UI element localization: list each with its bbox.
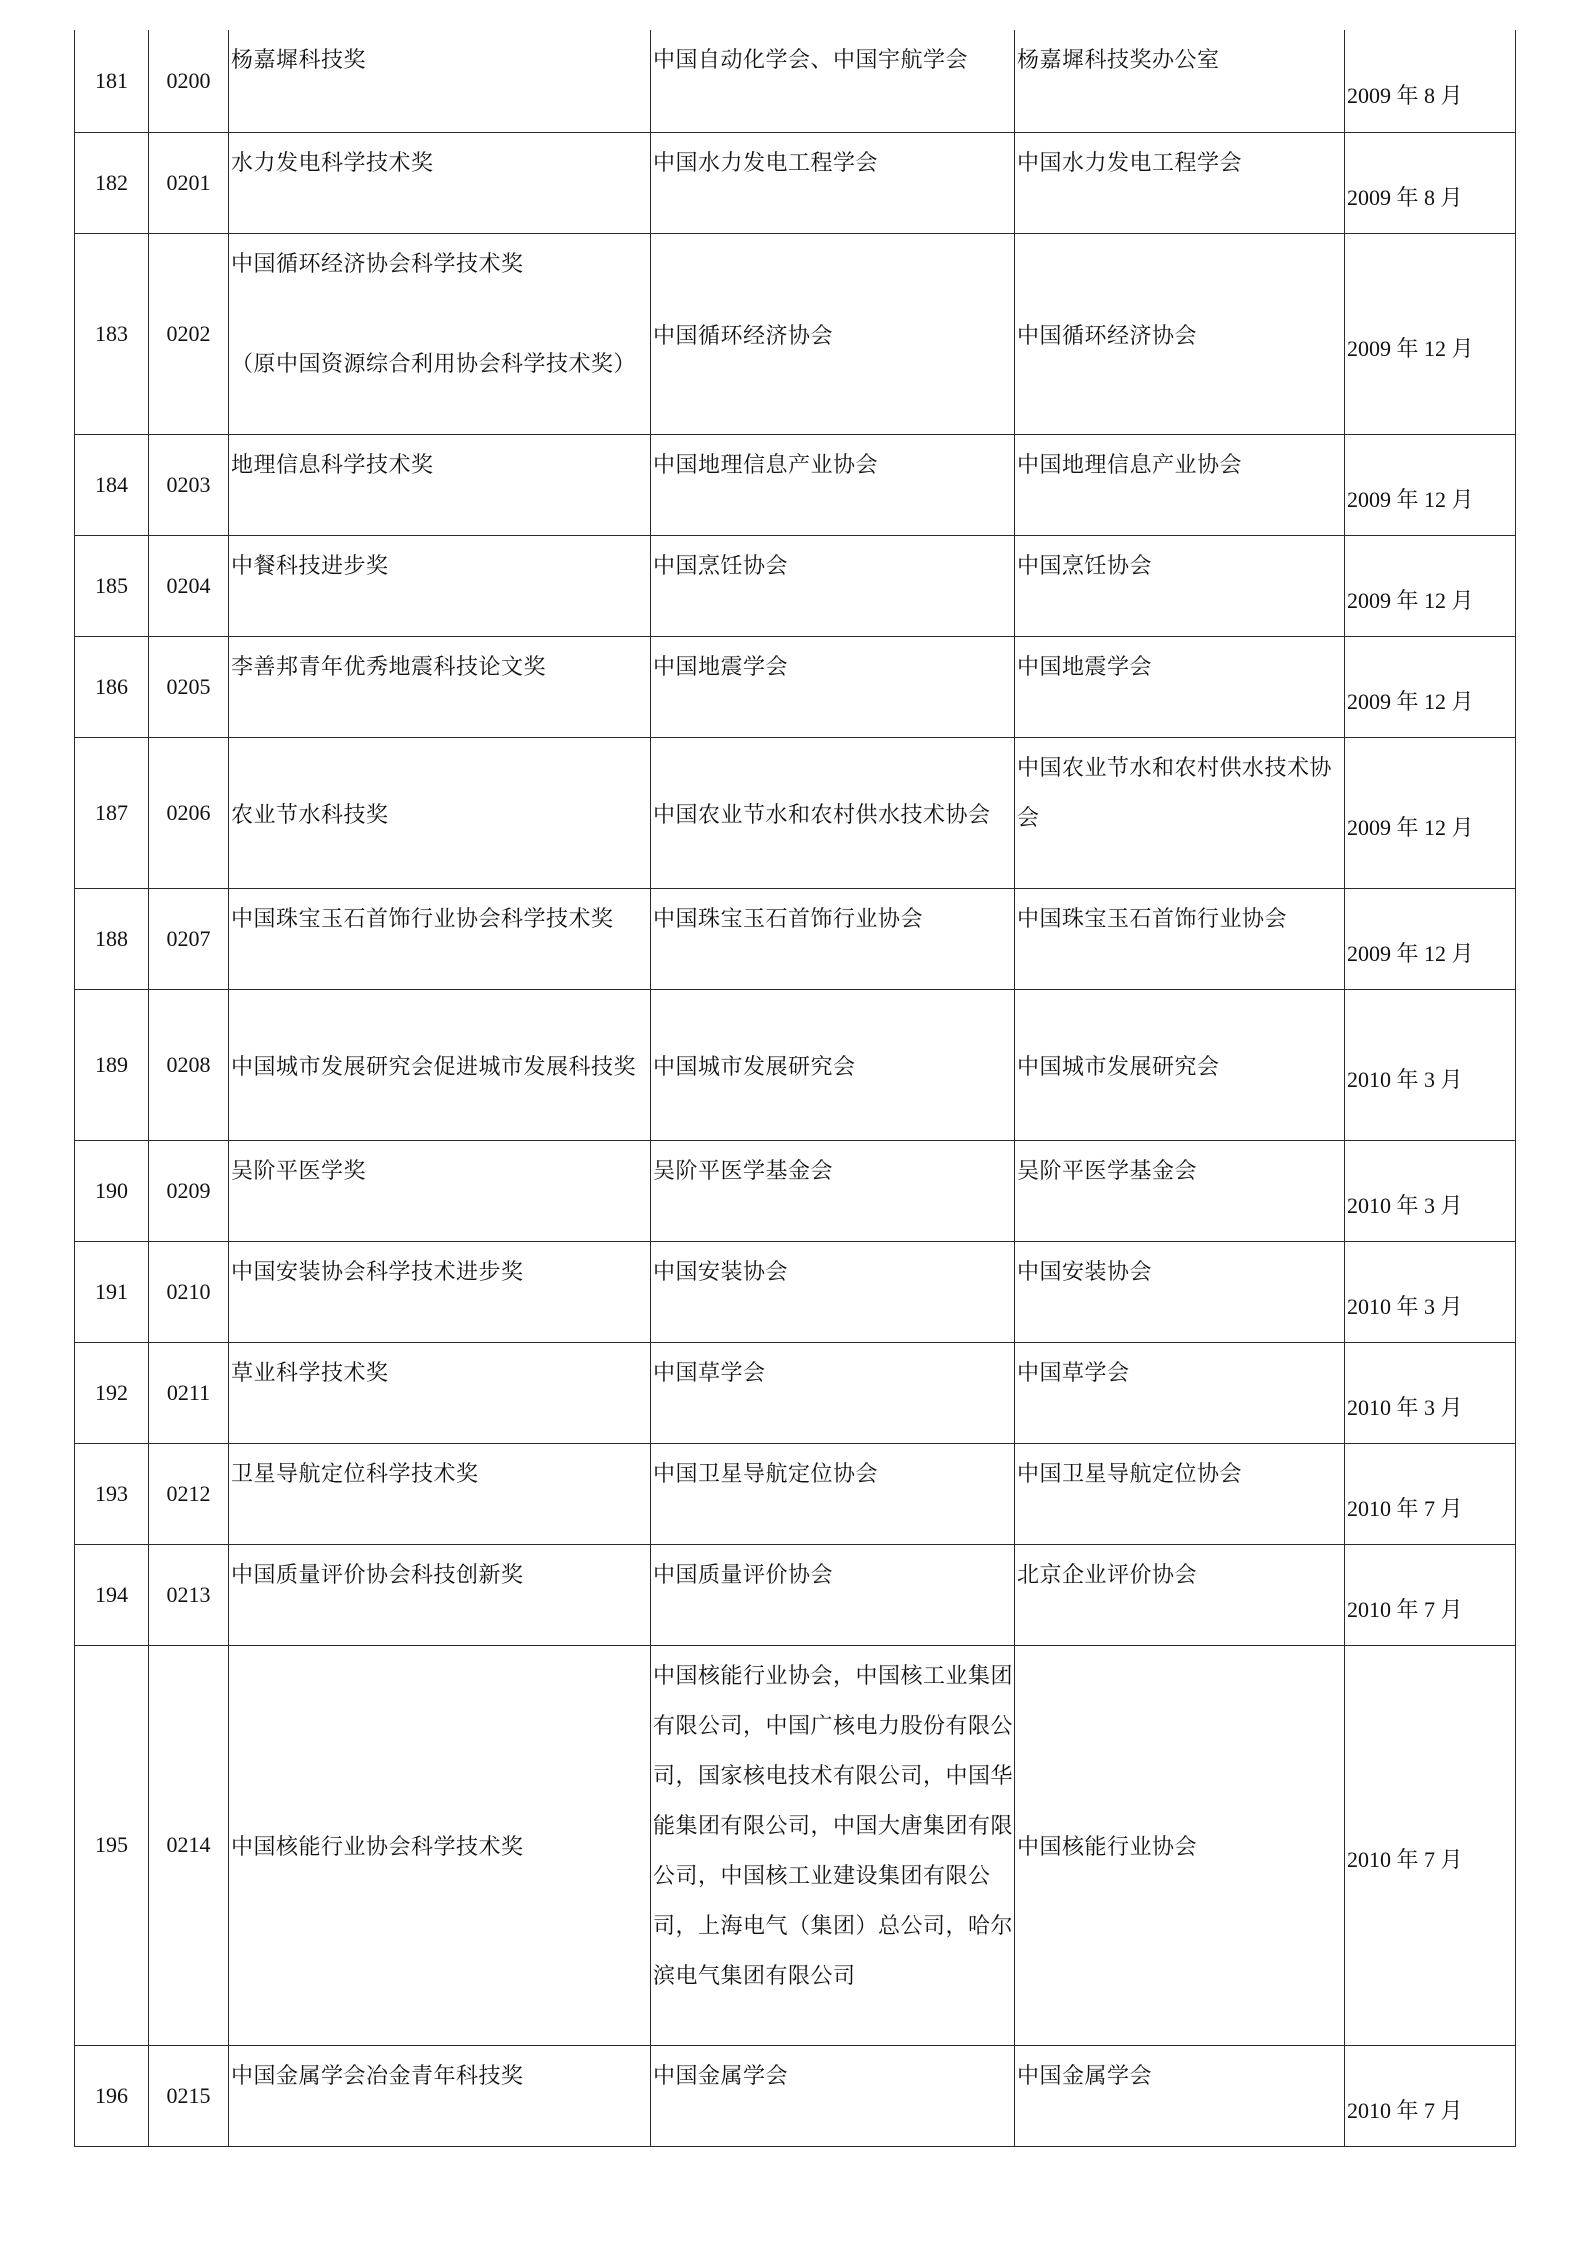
organizer: 中国水力发电工程学会 xyxy=(653,150,879,176)
table-row xyxy=(75,1443,1516,1544)
award-code: 0203 xyxy=(166,471,211,497)
organizer-cell xyxy=(651,989,1015,1140)
award-name-cell xyxy=(229,535,651,636)
approval-date-cell xyxy=(1345,233,1516,434)
organizer-cell xyxy=(651,1342,1015,1443)
award-name: 杨嘉墀科技奖 xyxy=(231,48,367,73)
table-row xyxy=(75,434,1516,535)
approval-date: 2010 年 7 月 xyxy=(1347,1596,1463,1622)
row-index-cell xyxy=(75,1645,149,2045)
award-code-cell xyxy=(149,1241,229,1342)
office-cell xyxy=(1015,1645,1345,2045)
row-index: 186 xyxy=(95,673,128,699)
organizer-cell xyxy=(651,1241,1015,1342)
approval-date: 2009 年 8 月 xyxy=(1347,184,1463,210)
organizer: 中国地震学会 xyxy=(653,654,789,680)
award-code: 0200 xyxy=(166,67,211,93)
award-code-cell xyxy=(149,132,229,233)
organizer-cell xyxy=(651,888,1015,989)
approval-date: 2009 年 12 月 xyxy=(1347,940,1474,966)
award-code-cell xyxy=(149,434,229,535)
organizer-cell xyxy=(651,1140,1015,1241)
award-code-cell xyxy=(149,2045,229,2146)
award-office: 北京企业评价协会 xyxy=(1017,1562,1198,1588)
organizer: 中国安装协会 xyxy=(653,1259,789,1285)
award-code: 0211 xyxy=(166,1379,211,1405)
approval-date-cell xyxy=(1345,132,1516,233)
award-name-cell xyxy=(229,636,651,737)
office-cell xyxy=(1015,888,1345,989)
award-code: 0213 xyxy=(166,1581,211,1607)
award-code-cell xyxy=(149,1645,229,2045)
award-code-cell xyxy=(149,636,229,737)
table-row xyxy=(75,1241,1516,1342)
award-office: 中国草学会 xyxy=(1017,1360,1130,1386)
award-code-cell xyxy=(149,535,229,636)
award-code: 0212 xyxy=(166,1480,211,1506)
table-row xyxy=(75,636,1516,737)
award-name-cell xyxy=(229,30,651,132)
award-name-cell xyxy=(229,989,651,1140)
award-name: 李善邦青年优秀地震科技论文奖 xyxy=(231,654,547,680)
award-name-cell xyxy=(229,1645,651,2045)
award-name-cell xyxy=(229,1241,651,1342)
award-code: 0214 xyxy=(166,1832,211,1857)
row-index: 182 xyxy=(95,169,128,195)
award-code: 0207 xyxy=(166,925,211,951)
office-cell xyxy=(1015,233,1345,434)
award-office: 杨嘉墀科技奖办公室 xyxy=(1017,48,1220,73)
row-index-cell xyxy=(75,132,149,233)
award-code: 0208 xyxy=(166,1051,211,1077)
organizer: 中国卫星导航定位协会 xyxy=(653,1461,879,1487)
approval-date: 2009 年 12 月 xyxy=(1347,335,1474,361)
organizer-cell xyxy=(651,737,1015,888)
organizer: 中国城市发展研究会 xyxy=(653,1054,856,1080)
spacer xyxy=(231,290,650,340)
row-index-cell xyxy=(75,1241,149,1342)
row-index-cell xyxy=(75,989,149,1140)
approval-date: 2010 年 3 月 xyxy=(1347,1066,1463,1092)
row-index-cell xyxy=(75,535,149,636)
organizer: 中国珠宝玉石首饰行业协会 xyxy=(653,906,924,932)
organizer-cell xyxy=(651,636,1015,737)
office-cell xyxy=(1015,1342,1345,1443)
office-cell xyxy=(1015,1140,1345,1241)
approval-date-cell xyxy=(1345,989,1516,1140)
approval-date-cell xyxy=(1345,2045,1516,2146)
organizer: 中国循环经济协会 xyxy=(653,323,834,349)
award-name-note: （原中国资源综合利用协会科学技术奖） xyxy=(231,351,637,377)
row-index: 190 xyxy=(95,1177,128,1203)
organizer: 吴阶平医学基金会 xyxy=(653,1158,834,1184)
award-office: 中国地理信息产业协会 xyxy=(1017,452,1243,478)
row-index: 195 xyxy=(95,1832,128,1857)
office-cell xyxy=(1015,737,1345,888)
row-index: 187 xyxy=(95,799,128,825)
table-row xyxy=(75,1140,1516,1241)
organizer: 中国农业节水和农村供水技术协会 xyxy=(653,802,991,828)
row-index-cell xyxy=(75,636,149,737)
row-index-cell xyxy=(75,1443,149,1544)
approval-date-cell xyxy=(1345,535,1516,636)
approval-date-cell xyxy=(1345,1443,1516,1544)
award-code-cell xyxy=(149,888,229,989)
award-name-cell xyxy=(229,233,651,434)
row-index-cell xyxy=(75,233,149,434)
organizer: 中国质量评价协会 xyxy=(653,1562,834,1588)
row-index-cell xyxy=(75,2045,149,2146)
award-name: 吴阶平医学奖 xyxy=(231,1158,367,1184)
approval-date-cell xyxy=(1345,30,1516,132)
award-name: 中国安装协会科学技术进步奖 xyxy=(231,1259,524,1285)
organizer-cell xyxy=(651,132,1015,233)
award-code-cell xyxy=(149,989,229,1140)
row-index: 185 xyxy=(95,572,128,598)
table-row xyxy=(75,888,1516,989)
row-index-cell xyxy=(75,1544,149,1645)
award-name-cell xyxy=(229,434,651,535)
organizer: 中国草学会 xyxy=(653,1360,766,1386)
approval-date-cell xyxy=(1345,1342,1516,1443)
approval-date: 2009 年 12 月 xyxy=(1347,814,1474,840)
organizer: 中国核能行业协会，中国核工业集团有限公司，中国广核电力股份有限公司，国家核电技术有限公司，中国华能集团有限公司，中国大唐集团有限公司，中国核工业建设集团有限公司，上海电气（集团）总公司，哈尔滨电气集团有限公司 xyxy=(653,1663,1014,1989)
award-name-cell xyxy=(229,132,651,233)
award-name-cell xyxy=(229,1443,651,1544)
award-name: 中国循环经济协会科学技术奖 xyxy=(231,251,524,277)
row-index: 192 xyxy=(95,1379,128,1405)
table-row xyxy=(75,737,1516,888)
table-row xyxy=(75,1645,1516,2045)
row-index: 184 xyxy=(95,471,128,497)
table-row xyxy=(75,1544,1516,1645)
row-index: 196 xyxy=(95,2082,128,2108)
award-name-cell xyxy=(229,737,651,888)
approval-date: 2009 年 12 月 xyxy=(1347,486,1474,512)
office-cell xyxy=(1015,2045,1345,2146)
award-name: 卫星导航定位科学技术奖 xyxy=(231,1461,479,1487)
row-index-cell xyxy=(75,30,149,132)
approval-date: 2010 年 7 月 xyxy=(1347,2097,1463,2123)
award-office: 中国地震学会 xyxy=(1017,654,1153,680)
award-name: 农业节水科技奖 xyxy=(231,802,389,828)
row-index: 194 xyxy=(95,1581,128,1607)
table-row xyxy=(75,1342,1516,1443)
award-name: 地理信息科学技术奖 xyxy=(231,452,434,478)
award-code: 0215 xyxy=(166,2082,211,2108)
approval-date: 2010 年 7 月 xyxy=(1347,1495,1463,1521)
row-index: 189 xyxy=(95,1051,128,1077)
organizer: 中国烹饪协会 xyxy=(653,553,789,579)
approval-date: 2010 年 7 月 xyxy=(1347,1847,1463,1872)
office-cell xyxy=(1015,636,1345,737)
organizer: 中国自动化学会、中国宇航学会 xyxy=(653,48,969,73)
row-index: 183 xyxy=(95,320,128,346)
approval-date-cell xyxy=(1345,737,1516,888)
row-index-cell xyxy=(75,434,149,535)
award-code: 0205 xyxy=(166,673,211,699)
organizer-cell xyxy=(651,1645,1015,2045)
award-office: 中国城市发展研究会 xyxy=(1017,1054,1220,1080)
organizer-cell xyxy=(651,30,1015,132)
table-row xyxy=(75,535,1516,636)
award-name: 中国质量评价协会科技创新奖 xyxy=(231,1562,524,1588)
row-index-cell xyxy=(75,1342,149,1443)
award-code-cell xyxy=(149,737,229,888)
organizer-cell xyxy=(651,434,1015,535)
office-cell xyxy=(1015,1443,1345,1544)
organizer-cell xyxy=(651,2045,1015,2146)
award-name: 中国城市发展研究会促进城市发展科技奖 xyxy=(231,1054,637,1080)
award-code: 0201 xyxy=(166,169,211,195)
award-office: 吴阶平医学基金会 xyxy=(1017,1158,1198,1184)
award-name-cell xyxy=(229,888,651,989)
organizer-cell xyxy=(651,233,1015,434)
office-cell xyxy=(1015,1241,1345,1342)
table-row xyxy=(75,30,1516,132)
award-name: 中国珠宝玉石首饰行业协会科学技术奖 xyxy=(231,906,614,932)
award-code-cell xyxy=(149,1342,229,1443)
award-name-cell xyxy=(229,1342,651,1443)
awards-table xyxy=(74,30,1516,2147)
office-cell xyxy=(1015,30,1345,132)
award-name: 中餐科技进步奖 xyxy=(231,553,389,579)
approval-date-cell xyxy=(1345,434,1516,535)
award-code-cell xyxy=(149,30,229,132)
award-office: 中国循环经济协会 xyxy=(1017,323,1198,349)
award-code-cell xyxy=(149,1443,229,1544)
award-code-cell xyxy=(149,1544,229,1645)
award-code: 0210 xyxy=(166,1278,211,1304)
award-office: 中国珠宝玉石首饰行业协会 xyxy=(1017,906,1288,932)
organizer-cell xyxy=(651,535,1015,636)
award-name-cell xyxy=(229,2045,651,2146)
office-cell xyxy=(1015,434,1345,535)
award-code: 0206 xyxy=(166,799,211,825)
award-code-cell xyxy=(149,1140,229,1241)
award-name: 中国核能行业协会科学技术奖 xyxy=(231,1835,524,1860)
organizer-cell xyxy=(651,1443,1015,1544)
approval-date-cell xyxy=(1345,888,1516,989)
award-name: 草业科学技术奖 xyxy=(231,1360,389,1386)
row-index-cell xyxy=(75,1140,149,1241)
award-code: 0202 xyxy=(166,320,211,346)
office-cell xyxy=(1015,132,1345,233)
approval-date: 2010 年 3 月 xyxy=(1347,1293,1463,1319)
table-row xyxy=(75,233,1516,434)
approval-date: 2009 年 8 月 xyxy=(1347,82,1463,108)
award-name: 水力发电科学技术奖 xyxy=(231,150,434,176)
award-name: 中国金属学会冶金青年科技奖 xyxy=(231,2063,524,2089)
award-code: 0204 xyxy=(166,572,211,598)
office-cell xyxy=(1015,1544,1345,1645)
organizer-cell xyxy=(651,1544,1015,1645)
table-row xyxy=(75,132,1516,233)
awards-table-body xyxy=(75,30,1516,2146)
row-index: 193 xyxy=(95,1480,128,1506)
row-index-cell xyxy=(75,737,149,888)
award-name-cell xyxy=(229,1544,651,1645)
organizer: 中国地理信息产业协会 xyxy=(653,452,879,478)
award-office: 中国安装协会 xyxy=(1017,1259,1153,1285)
award-office: 中国卫星导航定位协会 xyxy=(1017,1461,1243,1487)
row-index: 181 xyxy=(95,67,128,93)
table-row xyxy=(75,2045,1516,2146)
award-code: 0209 xyxy=(166,1177,211,1203)
award-office: 中国金属学会 xyxy=(1017,2063,1153,2089)
approval-date: 2010 年 3 月 xyxy=(1347,1192,1463,1218)
organizer: 中国金属学会 xyxy=(653,2063,789,2089)
row-index-cell xyxy=(75,888,149,989)
award-name-cell xyxy=(229,1140,651,1241)
approval-date-cell xyxy=(1345,636,1516,737)
approval-date: 2009 年 12 月 xyxy=(1347,587,1474,613)
office-cell xyxy=(1015,535,1345,636)
row-index: 191 xyxy=(95,1278,128,1304)
approval-date-cell xyxy=(1345,1140,1516,1241)
row-index: 188 xyxy=(95,925,128,951)
office-cell xyxy=(1015,989,1345,1140)
approval-date: 2010 年 3 月 xyxy=(1347,1394,1463,1420)
award-office: 中国核能行业协会 xyxy=(1017,1835,1198,1860)
approval-date-cell xyxy=(1345,1241,1516,1342)
award-office: 中国农业节水和农村供水技术协会 xyxy=(1017,755,1333,831)
approval-date-cell xyxy=(1345,1645,1516,2045)
award-office: 中国水力发电工程学会 xyxy=(1017,150,1243,176)
approval-date: 2009 年 12 月 xyxy=(1347,688,1474,714)
award-code-cell xyxy=(149,233,229,434)
approval-date-cell xyxy=(1345,1544,1516,1645)
table-row xyxy=(75,989,1516,1140)
award-office: 中国烹饪协会 xyxy=(1017,553,1153,579)
